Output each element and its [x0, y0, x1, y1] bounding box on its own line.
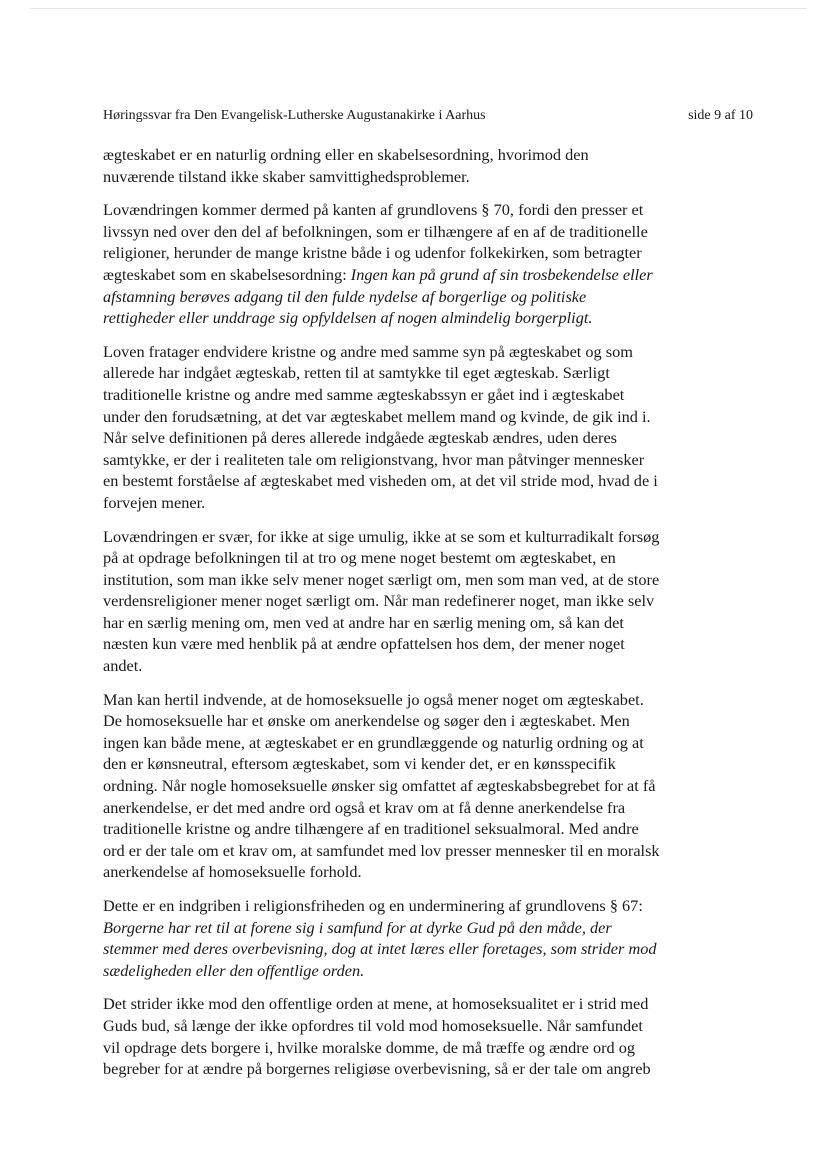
line-text: Loven fratager endvidere kristne og andre med samme syn på ægteskabet og som [103, 341, 633, 361]
line-text: ægteskabet er en naturlig ordning eller en skabelsesordning, hvorimod den [103, 145, 589, 164]
page-number: side 9 af 10 [688, 108, 753, 123]
italic-text: afstamning berøves adgang til den fulde nydelse af borgerlige og politiske [103, 286, 587, 306]
text-line [103, 341, 753, 363]
line-text: religioner, herunder de mange kristne både i og udenfor folkekirken, som betragter [103, 243, 642, 263]
line-text: samtykke, er der i realiteten tale om religionstvang, hvor man påtvinger mennesker [103, 449, 645, 469]
line-text: verdensreligioner mener noget særligt om. Når man redefinerer noget, man ikke selv [103, 591, 655, 611]
text-line [103, 960, 753, 982]
text-line [103, 384, 753, 406]
text-line [103, 427, 753, 449]
text-line [103, 1015, 753, 1037]
text-line [103, 144, 753, 166]
paragraph [103, 993, 753, 1079]
italic-text: Ingen kan på grund af sin trosbekendelse eller [350, 264, 653, 284]
text-line [103, 492, 753, 514]
italic-text: Borgerne har ret til at forene sig i samfund for at dyrke Gud på den måde, der [103, 917, 612, 937]
text-line [103, 993, 753, 1015]
line-text: Det strider ikke mod den offentlige orden at mene, at homoseksualitet er i strid med [103, 994, 649, 1014]
paragraph [103, 341, 753, 514]
italic-text: stemmer med deres overbevisning, dog at intet læres eller foretages, som strider mod [103, 939, 657, 959]
line-text: har en særlig mening om, men ved at andre har en særlig mening om, så kan det [103, 612, 624, 632]
line-text: forvejen mener. [103, 492, 206, 512]
line-text: institution, som man ikke selv mener noget særligt om, men som man ved, at de store [103, 569, 660, 589]
text-line [103, 406, 753, 428]
text-line [103, 547, 753, 569]
text-line [103, 264, 753, 286]
paragraph [103, 144, 753, 187]
line-text: på at opdrage befolkningen til at tro og mene noget bestemt om ægteskabet, en [103, 548, 616, 568]
line-text: Guds bud, så længe der ikke opfordres til vold mod homoseksuelle. Når samfundet [103, 1015, 643, 1035]
text-line [103, 470, 753, 492]
text-line [103, 775, 753, 797]
text-line [103, 362, 753, 384]
text-line [103, 1058, 753, 1080]
text-line [103, 710, 753, 732]
italic-text: sædeligheden eller den offentlige orden. [103, 960, 365, 980]
scan-edge-line [30, 8, 807, 9]
text-line [103, 569, 753, 591]
line-text: Lovændringen kommer dermed på kanten af grundlovens § 70, fordi den presser et [103, 200, 644, 220]
page-header [103, 107, 753, 125]
text-line [103, 895, 753, 917]
line-text: livssyn ned over den del af befolkningen, som er tilhængere af en af de traditionelle [103, 221, 648, 241]
paragraph [103, 895, 753, 981]
line-text: nuværende tilstand ikke skaber samvittighedsproblemer. [103, 166, 470, 186]
text-line [103, 753, 753, 775]
text-line [103, 590, 753, 612]
text-line [103, 917, 753, 939]
line-text: ægteskabet som en skabelsesordning: [103, 264, 351, 284]
line-text: under den forudsætning, at det var ægteskabet mellem mand og kvinde, de gik ind i. [103, 406, 651, 426]
line-text: andet. [103, 656, 143, 676]
line-text: traditionelle kristne og andre med samme ægteskabssyn er gået ind i ægteskabet [103, 384, 625, 404]
line-text: De homoseksuelle har et ønske om anerkendelse og søger den i ægteskabet. Men [103, 711, 630, 731]
text-line [103, 655, 753, 677]
text-line [103, 307, 753, 329]
text-line [103, 166, 753, 188]
text-line [103, 612, 753, 634]
text-line [103, 221, 753, 243]
text-line [103, 199, 753, 221]
paragraph [103, 689, 753, 883]
text-line [103, 633, 753, 655]
text-line [103, 818, 753, 840]
line-text: Lovændringen er svær, for ikke at sige umulig, ikke at se som et kulturradikalt forsøg [103, 526, 660, 546]
text-line [103, 242, 753, 264]
text-line [103, 1037, 753, 1059]
italic-text: rettigheder eller unddrage sig opfyldelsen af nogen almindelig borgerpligt. [103, 308, 593, 328]
document-body [103, 144, 753, 1092]
line-text: Dette er en indgriben i religionsfriheden og en underminering af grundlovens § 67: [103, 896, 643, 915]
line-text: Når selve definitionen på deres allerede indgåede ægteskab ændres, uden deres [103, 428, 618, 448]
line-text: ord er der tale om et krav om, at samfundet med lov presser mennesker til en moralsk [103, 840, 660, 860]
line-text: anerkendelse, er det med andre ord også et krav om at få denne anerkendelse fra [103, 797, 626, 817]
paragraph [103, 526, 753, 677]
text-line [103, 861, 753, 883]
line-text: anerkendelse af homoseksuelle forhold. [103, 862, 362, 882]
line-text: vil opdrage dets borgere i, hvilke moralske domme, de må træffe og ændre ord og [103, 1037, 636, 1057]
paragraph [103, 199, 753, 329]
text-line [103, 732, 753, 754]
line-text: en bestemt forståelse af ægteskabet med visheden om, at det vil stride mod, hvad de i [103, 471, 658, 491]
line-text: ordning. Når nogle homoseksuelle ønsker sig omfattet af ægteskabsbegrebet for at få [103, 776, 656, 796]
header-title: Høringssvar fra Den Evangelisk-Lutherske Augustanakirke i Aarhus [103, 108, 486, 123]
text-line [103, 526, 753, 548]
text-line [103, 797, 753, 819]
text-line [103, 449, 753, 471]
line-text: den er kønsneutral, eftersom ægteskabet, som vi kender det, er en kønsspecifik [103, 754, 616, 774]
line-text: traditionelle kristne og andre tilhængere af en traditionel seksualmoral. Med andre [103, 819, 639, 839]
line-text: næsten kun være med henblik på at ændre opfattelsen hos dem, der mener noget [103, 634, 625, 654]
text-line [103, 938, 753, 960]
text-line [103, 840, 753, 862]
line-text: begreber for at ændre på borgernes religiøse overbevisning, så er der tale om angreb [103, 1059, 651, 1079]
text-line [103, 286, 753, 308]
text-line [103, 689, 753, 711]
line-text: Man kan hertil indvende, at de homoseksuelle jo også mener noget om ægteskabet. [103, 689, 644, 709]
line-text: allerede har indgået ægteskab, retten til at samtykke til eget ægteskab. Særligt [103, 363, 610, 383]
line-text: ingen kan både mene, at ægteskabet er en grundlæggende og naturlig ordning og at [103, 732, 644, 752]
